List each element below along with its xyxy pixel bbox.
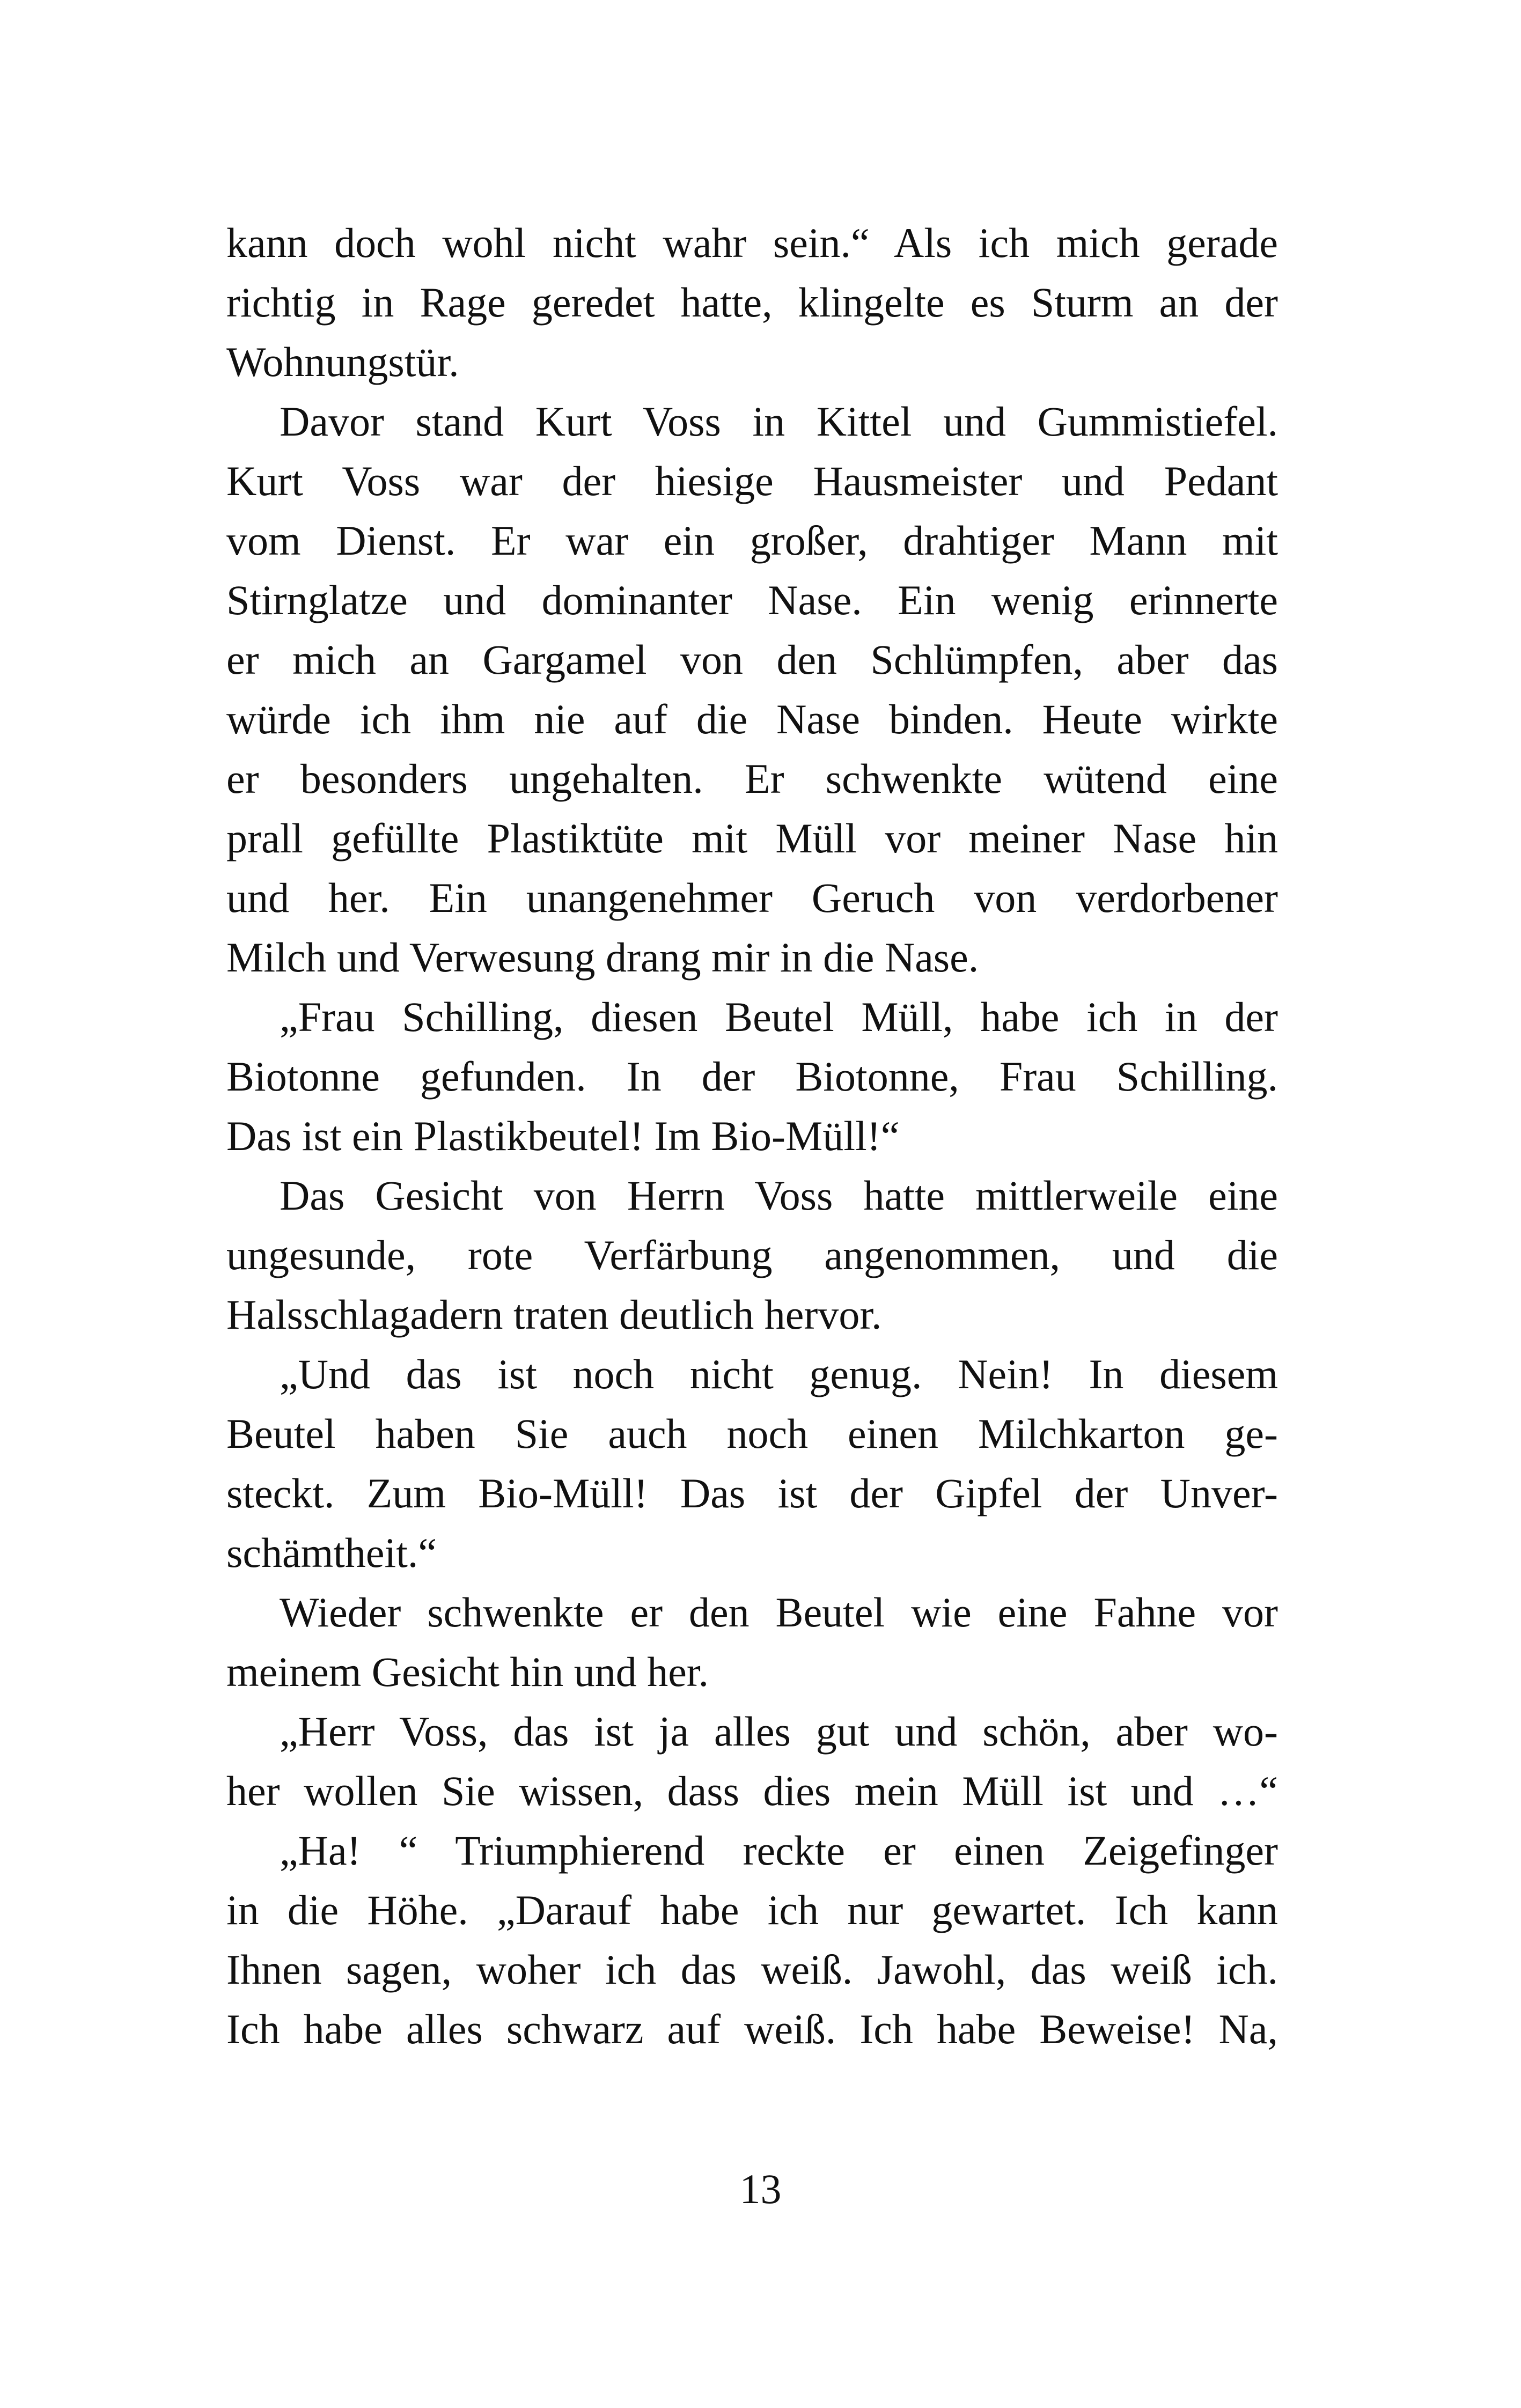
- text-line: richtig in Rage geredet hatte, klingelte es Sturm an der: [226, 279, 1278, 326]
- text-line: „Herr Voss, das ist ja alles gut und schön, aber wo-: [280, 1708, 1278, 1755]
- text-line: „Frau Schilling, diesen Beutel Müll, habe ich in der: [280, 993, 1278, 1040]
- text-line: her wollen Sie wissen, dass dies mein Müll ist und …“: [226, 1768, 1278, 1814]
- text-line: Biotonne gefunden. In der Biotonne, Frau Schilling.: [226, 1053, 1278, 1100]
- text-line: Davor stand Kurt Voss in Kittel und Gummistiefel.: [280, 398, 1278, 445]
- text-line: er mich an Gargamel von den Schlümpfen, aber das: [226, 636, 1278, 683]
- text-line: Das Gesicht von Herrn Voss hatte mittlerweile eine: [280, 1172, 1278, 1219]
- text-line: Halsschlagadern traten deutlich hervor.: [226, 1291, 882, 1338]
- text-line: Kurt Voss war der hiesige Hausmeister und Pedant: [226, 458, 1278, 504]
- page-number: 13: [739, 2166, 782, 2212]
- text-line: vom Dienst. Er war ein großer, drahtiger Mann mit: [226, 517, 1278, 564]
- text-line: Das ist ein Plastikbeutel! Im Bio-Müll!“: [226, 1113, 900, 1159]
- body-text: [226, 213, 1278, 2059]
- text-line: in die Höhe. „Darauf habe ich nur gewartet. Ich kann: [226, 1887, 1278, 1933]
- text-line: „Ha! “ Triumphierend reckte er einen Zeigefinger: [280, 1827, 1278, 1874]
- text-line: schämtheit.“: [226, 1529, 437, 1576]
- text-line: prall gefüllte Plastiktüte mit Müll vor meiner Nase hin: [226, 815, 1278, 861]
- text-line: ungesunde, rote Verfärbung angenommen, und die: [226, 1232, 1278, 1278]
- text-line: Beutel haben Sie auch noch einen Milchkarton ge-: [226, 1410, 1278, 1457]
- text-line: Milch und Verwesung drang mir in die Nase.: [226, 934, 979, 981]
- text-line: und her. Ein unangenehmer Geruch von verdorbener: [226, 874, 1278, 921]
- text-line: steckt. Zum Bio-Müll! Das ist der Gipfel der Unver-: [226, 1470, 1278, 1516]
- text-line: kann doch wohl nicht wahr sein.“ Als ich mich gerade: [226, 219, 1278, 266]
- text-line: meinem Gesicht hin und her.: [226, 1648, 709, 1695]
- text-line: Stirnglatze und dominanter Nase. Ein wenig erinnerte: [226, 577, 1278, 623]
- text-line: Ihnen sagen, woher ich das weiß. Jawohl, das weiß ich.: [226, 1946, 1278, 1993]
- text-line: er besonders ungehalten. Er schwenkte wütend eine: [226, 755, 1278, 802]
- text-line: Wieder schwenkte er den Beutel wie eine Fahne vor: [280, 1589, 1278, 1636]
- text-line: „Und das ist noch nicht genug. Nein! In diesem: [280, 1351, 1278, 1397]
- text-line: Wohnungstür.: [226, 338, 459, 385]
- text-line: würde ich ihm nie auf die Nase binden. Heute wirkte: [226, 696, 1278, 742]
- text-line: Ich habe alles schwarz auf weiß. Ich habe Beweise! Na,: [226, 2006, 1278, 2052]
